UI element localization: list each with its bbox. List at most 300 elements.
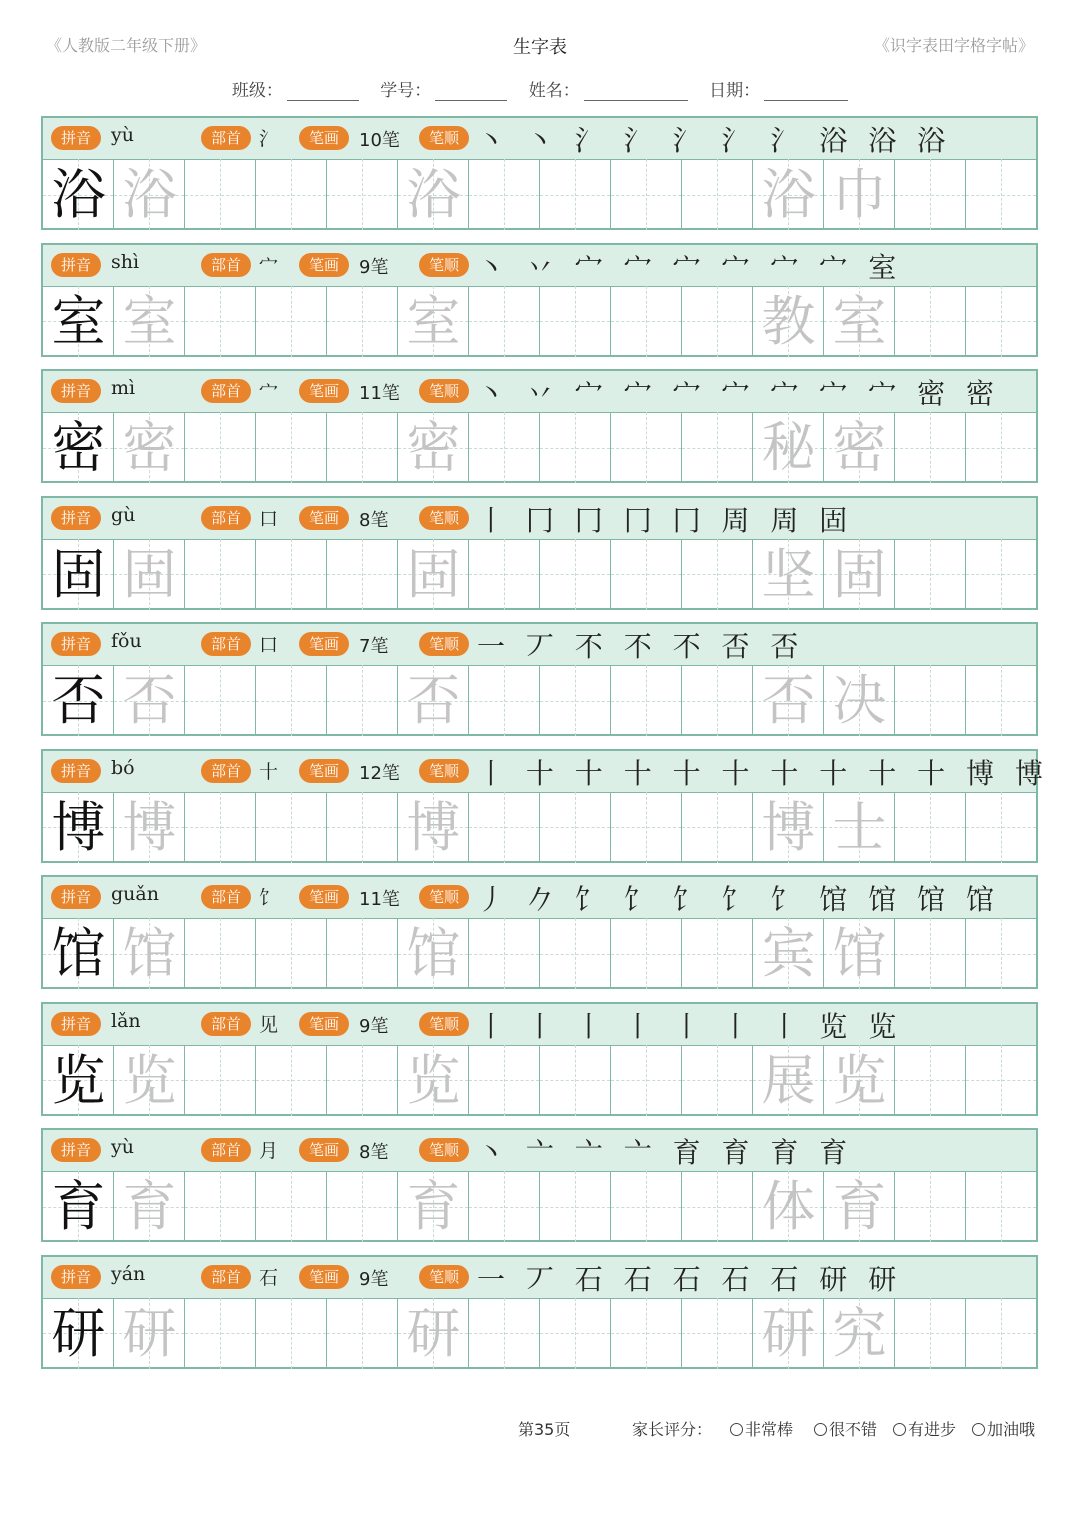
grid-cell[interactable] <box>327 1171 398 1242</box>
grid-cell[interactable] <box>611 1171 682 1242</box>
grid-cell[interactable] <box>43 1298 114 1369</box>
grid-cell[interactable] <box>611 665 682 736</box>
pinyin-value: yù <box>111 124 134 146</box>
pinyin-tag: 拼音 <box>51 1138 101 1162</box>
model-character: 室 <box>51 289 106 353</box>
stroke-order-tag: 笔顺 <box>419 126 469 150</box>
writing-grid <box>43 412 1036 483</box>
grid-cell[interactable] <box>895 918 966 989</box>
pinyin-tag: 拼音 <box>51 379 101 403</box>
class-field[interactable]: 班级： <box>232 76 359 101</box>
pinyin-tag: 拼音 <box>51 506 101 530</box>
radical-value: 十 <box>259 760 279 783</box>
trace-character: 否 <box>122 669 177 732</box>
stroke-count-tag: 笔画 <box>299 632 349 656</box>
radical-tag: 部首 <box>201 253 251 277</box>
stroke-order-tag: 笔顺 <box>419 759 469 783</box>
stroke-count-tag: 笔画 <box>299 885 349 909</box>
stroke-count-value: 11笔 <box>359 889 400 910</box>
grid-cell[interactable] <box>327 1298 398 1369</box>
stroke-order-value: 丶 丷 宀 宀 宀 宀 宀 宀 宀 密 密 <box>477 377 1001 410</box>
grid-cell[interactable] <box>611 1298 682 1369</box>
grid-cell[interactable] <box>43 918 114 989</box>
grid-cell[interactable] <box>327 665 398 736</box>
character-info-row <box>43 751 1049 793</box>
grid-cell[interactable] <box>256 412 327 483</box>
grid-cell[interactable] <box>966 792 1037 863</box>
trace-character: 博 <box>122 795 177 859</box>
grid-cell[interactable] <box>185 539 256 610</box>
writing-grid <box>43 539 1036 610</box>
grid-cell[interactable] <box>469 539 540 610</box>
word-character: 馆 <box>832 922 887 985</box>
character-info-row <box>43 1130 1036 1172</box>
pinyin-value: lǎn <box>111 1009 141 1032</box>
word-character: 巾 <box>832 163 887 226</box>
grid-cell[interactable] <box>43 1045 114 1116</box>
trace-character: 否 <box>406 669 461 732</box>
grid-cell[interactable] <box>824 412 895 483</box>
grid-cell[interactable] <box>327 792 398 863</box>
model-character: 育 <box>51 1175 106 1238</box>
grid-cell[interactable] <box>114 918 185 989</box>
rating-option-good[interactable]: 很不错 <box>814 1417 877 1440</box>
grid-cell[interactable] <box>966 159 1037 230</box>
character-block <box>41 749 1049 863</box>
rating-option-progress[interactable]: 有进步 <box>893 1417 956 1440</box>
grid-cell[interactable] <box>43 159 114 230</box>
grid-cell[interactable] <box>469 1171 540 1242</box>
stroke-count-tag: 笔画 <box>299 506 349 530</box>
grid-cell[interactable] <box>895 1298 966 1369</box>
grid-cell[interactable] <box>682 1171 753 1242</box>
word-character: 固 <box>832 542 887 606</box>
grid-cell[interactable] <box>540 412 611 483</box>
grid-cell[interactable] <box>540 286 611 357</box>
writing-grid <box>43 918 1036 989</box>
grid-cell[interactable] <box>114 1045 185 1116</box>
trace-character: 馆 <box>406 922 461 985</box>
grid-cell[interactable] <box>753 412 824 483</box>
stroke-order-tag: 笔顺 <box>419 1012 469 1036</box>
character-info-row <box>43 1257 1036 1299</box>
grid-cell[interactable] <box>611 286 682 357</box>
trace-character: 浴 <box>406 163 461 226</box>
trace-character: 览 <box>122 1048 177 1112</box>
name-field[interactable]: 姓名： <box>529 76 688 101</box>
trace-character: 育 <box>122 1175 177 1238</box>
grid-cell[interactable] <box>469 159 540 230</box>
stroke-count-value: 7笔 <box>359 636 389 657</box>
grid-cell[interactable] <box>895 792 966 863</box>
radical-tag: 部首 <box>201 885 251 909</box>
grid-cell[interactable] <box>185 159 256 230</box>
pinyin-value: shì <box>111 250 140 273</box>
grid-cell[interactable] <box>114 1298 185 1369</box>
rating-option-excellent[interactable]: 非常棒 <box>730 1417 793 1440</box>
grid-cell[interactable] <box>43 286 114 357</box>
grid-cell[interactable] <box>753 1298 824 1369</box>
grid-cell[interactable] <box>824 286 895 357</box>
trace-character: 浴 <box>122 163 177 226</box>
grid-cell[interactable] <box>895 1171 966 1242</box>
grid-cell[interactable] <box>398 1171 469 1242</box>
stroke-order-tag: 笔顺 <box>419 506 469 530</box>
pinyin-value: mì <box>111 377 136 399</box>
grid-cell[interactable] <box>611 792 682 863</box>
model-character: 览 <box>51 1048 106 1112</box>
pinyin-value: gù <box>111 503 136 526</box>
grid-cell[interactable] <box>114 665 185 736</box>
stroke-order-tag: 笔顺 <box>419 379 469 403</box>
grid-cell[interactable] <box>824 159 895 230</box>
grid-cell[interactable] <box>895 159 966 230</box>
character-block <box>41 875 1038 989</box>
grid-cell[interactable] <box>753 1171 824 1242</box>
grid-cell[interactable] <box>43 539 114 610</box>
grid-cell[interactable] <box>682 1298 753 1369</box>
character-block <box>41 1128 1038 1242</box>
radical-value: 口 <box>259 634 279 656</box>
grid-cell[interactable] <box>327 1045 398 1116</box>
character-block <box>41 1002 1038 1116</box>
writing-grid <box>43 665 1036 736</box>
grid-cell[interactable] <box>398 792 469 863</box>
trace-character: 固 <box>122 542 177 606</box>
grid-cell[interactable] <box>540 539 611 610</box>
stroke-count-value: 9笔 <box>359 1268 389 1290</box>
radical-tag: 部首 <box>201 379 251 403</box>
radical-value: 口 <box>259 507 279 530</box>
grid-cell[interactable] <box>753 286 824 357</box>
word-character: 秘 <box>761 416 816 479</box>
model-character: 密 <box>51 416 106 479</box>
grid-cell[interactable] <box>824 1045 895 1116</box>
stroke-count-value: 11笔 <box>359 383 400 404</box>
stroke-count-tag: 笔画 <box>299 1138 349 1162</box>
writing-grid <box>43 1171 1036 1242</box>
trace-character: 密 <box>406 416 461 479</box>
model-character: 研 <box>51 1301 106 1365</box>
grid-cell[interactable] <box>398 412 469 483</box>
radical-tag: 部首 <box>201 1265 251 1289</box>
grid-cell[interactable] <box>398 1298 469 1369</box>
date-field[interactable]: 日期： <box>709 76 848 101</box>
header-left-text: 《人教版二年级下册》 <box>46 36 207 55</box>
stroke-count-tag: 笔画 <box>299 1012 349 1036</box>
stroke-count-tag: 笔画 <box>299 379 349 403</box>
grid-cell[interactable] <box>327 918 398 989</box>
trace-character: 室 <box>406 289 461 353</box>
grid-cell[interactable] <box>114 539 185 610</box>
character-block <box>41 622 1038 736</box>
student-id-field[interactable]: 学号： <box>380 76 507 101</box>
grid-cell[interactable] <box>682 665 753 736</box>
word-character: 宾 <box>761 922 816 985</box>
grid-cell[interactable] <box>256 286 327 357</box>
grid-cell[interactable] <box>966 286 1037 357</box>
grid-cell[interactable] <box>256 1298 327 1369</box>
grid-cell[interactable] <box>398 1045 469 1116</box>
stroke-count-value: 9笔 <box>359 256 389 278</box>
grid-cell[interactable] <box>966 539 1037 610</box>
page-title: 生字表 <box>513 37 567 58</box>
word-character: 究 <box>832 1301 887 1365</box>
grid-cell[interactable] <box>682 286 753 357</box>
pinyin-value: bó <box>111 756 135 779</box>
grid-cell[interactable] <box>185 286 256 357</box>
pinyin-value: fǒu <box>111 630 142 652</box>
grid-cell[interactable] <box>256 918 327 989</box>
grid-cell[interactable] <box>43 665 114 736</box>
stroke-order-value: 丶 丶 氵 氵 氵 氵 氵 浴 浴 浴 <box>477 124 952 157</box>
word-character: 否 <box>761 669 816 732</box>
grid-cell[interactable] <box>966 1045 1037 1116</box>
grid-cell[interactable] <box>185 412 256 483</box>
stroke-count-value: 12笔 <box>359 762 400 784</box>
character-block <box>41 116 1038 230</box>
grid-cell[interactable] <box>398 539 469 610</box>
writing-grid <box>43 1298 1036 1369</box>
pinyin-tag: 拼音 <box>51 1265 101 1289</box>
pinyin-tag: 拼音 <box>51 759 101 783</box>
radical-tag: 部首 <box>201 632 251 656</box>
grid-cell[interactable] <box>185 1298 256 1369</box>
character-info-row <box>43 371 1036 413</box>
radical-tag: 部首 <box>201 1012 251 1036</box>
grid-cell[interactable] <box>469 918 540 989</box>
radical-tag: 部首 <box>201 126 251 150</box>
grid-cell[interactable] <box>398 286 469 357</box>
radical-value: 月 <box>259 1140 279 1162</box>
grid-cell[interactable] <box>540 1045 611 1116</box>
grid-cell[interactable] <box>256 1045 327 1116</box>
grid-cell[interactable] <box>327 539 398 610</box>
character-info-row <box>43 1004 1036 1046</box>
grid-cell[interactable] <box>753 539 824 610</box>
grid-cell[interactable] <box>469 792 540 863</box>
model-character: 固 <box>51 542 106 606</box>
grid-cell[interactable] <box>966 412 1037 483</box>
character-info-row <box>43 877 1036 919</box>
grid-cell[interactable] <box>611 918 682 989</box>
grid-cell[interactable] <box>611 539 682 610</box>
grid-cell[interactable] <box>327 159 398 230</box>
stroke-count-tag: 笔画 <box>299 253 349 277</box>
grid-cell[interactable] <box>256 539 327 610</box>
grid-cell[interactable] <box>185 1171 256 1242</box>
stroke-count-value: 9笔 <box>359 1015 389 1037</box>
pinyin-tag: 拼音 <box>51 253 101 277</box>
radical-tag: 部首 <box>201 759 251 783</box>
word-character: 览 <box>832 1048 887 1112</box>
grid-cell[interactable] <box>185 665 256 736</box>
grid-cell[interactable] <box>256 792 327 863</box>
character-info-row <box>43 245 1036 287</box>
grid-cell[interactable] <box>895 286 966 357</box>
stroke-count-tag: 笔画 <box>299 1265 349 1289</box>
stroke-order-value: 丶 亠 亠 亠 育 育 育 育 <box>477 1136 854 1169</box>
grid-cell[interactable] <box>398 665 469 736</box>
writing-grid <box>43 286 1036 357</box>
radical-value: 宀 <box>259 381 279 403</box>
stroke-count-value: 10笔 <box>359 130 400 151</box>
grid-cell[interactable] <box>540 1298 611 1369</box>
grid-cell[interactable] <box>114 412 185 483</box>
word-character: 教 <box>761 289 816 353</box>
grid-cell[interactable] <box>469 412 540 483</box>
grid-cell[interactable] <box>43 792 114 863</box>
grid-cell[interactable] <box>966 665 1037 736</box>
character-info-row <box>43 624 1036 666</box>
stroke-count-value: 8笔 <box>359 1142 389 1163</box>
pinyin-tag: 拼音 <box>51 1012 101 1036</box>
word-character: 研 <box>761 1301 816 1365</box>
radical-value: 见 <box>259 1013 279 1036</box>
stroke-order-value: 一 丆 石 石 石 石 石 研 研 <box>477 1262 903 1296</box>
stroke-order-value: 丨 十 十 十 十 十 十 十 十 十 博 博 <box>477 756 1049 790</box>
grid-cell[interactable] <box>185 918 256 989</box>
grid-cell[interactable] <box>256 665 327 736</box>
model-character: 浴 <box>51 163 106 226</box>
radical-value: 宀 <box>259 254 279 277</box>
grid-cell[interactable] <box>753 792 824 863</box>
grid-cell[interactable] <box>824 918 895 989</box>
grid-cell[interactable] <box>966 918 1037 989</box>
grid-cell[interactable] <box>43 1171 114 1242</box>
stroke-order-tag: 笔顺 <box>419 1265 469 1289</box>
grid-cell[interactable] <box>611 159 682 230</box>
grid-cell[interactable] <box>682 1045 753 1116</box>
grid-cell[interactable] <box>753 1045 824 1116</box>
grid-cell[interactable] <box>824 792 895 863</box>
grid-cell[interactable] <box>540 159 611 230</box>
stroke-order-tag: 笔顺 <box>419 632 469 656</box>
grid-cell[interactable] <box>398 159 469 230</box>
word-character: 体 <box>761 1175 816 1238</box>
word-character: 坚 <box>761 542 816 606</box>
grid-cell[interactable] <box>540 665 611 736</box>
grid-cell[interactable] <box>824 539 895 610</box>
grid-cell[interactable] <box>540 1171 611 1242</box>
grid-cell[interactable] <box>540 792 611 863</box>
radical-tag: 部首 <box>201 506 251 530</box>
trace-character: 密 <box>122 416 177 479</box>
stroke-count-tag: 笔画 <box>299 759 349 783</box>
model-character: 否 <box>51 669 106 732</box>
parent-rating-label: 家长评分： <box>632 1420 713 1439</box>
word-character: 室 <box>832 289 887 353</box>
trace-character: 室 <box>122 289 177 353</box>
grid-cell[interactable] <box>398 918 469 989</box>
student-info-row <box>0 76 1080 101</box>
page-number: 第35页 <box>518 1420 571 1439</box>
grid-cell[interactable] <box>753 918 824 989</box>
character-info-row <box>43 118 1036 160</box>
stroke-order-tag: 笔顺 <box>419 1138 469 1162</box>
character-info-row <box>43 498 1036 540</box>
word-character: 浴 <box>761 163 816 226</box>
grid-cell[interactable] <box>185 792 256 863</box>
stroke-order-value: 丨 冂 冂 冂 冂 周 周 固 <box>477 503 854 537</box>
stroke-order-value: 丿 𠂊 饣 饣 饣 饣 饣 馆 馆 馆 馆 <box>477 883 1001 916</box>
pinyin-value: guǎn <box>111 883 159 905</box>
radical-value: 石 <box>259 1266 279 1289</box>
grid-cell[interactable] <box>469 1045 540 1116</box>
radical-value: 氵 <box>259 128 279 150</box>
word-character: 博 <box>761 795 816 859</box>
stroke-order-tag: 笔顺 <box>419 885 469 909</box>
grid-cell[interactable] <box>469 1298 540 1369</box>
pinyin-tag: 拼音 <box>51 885 101 909</box>
grid-cell[interactable] <box>895 665 966 736</box>
grid-cell[interactable] <box>966 1298 1037 1369</box>
grid-cell[interactable] <box>114 1171 185 1242</box>
grid-cell[interactable] <box>895 412 966 483</box>
stroke-order-tag: 笔顺 <box>419 253 469 277</box>
grid-cell[interactable] <box>469 286 540 357</box>
character-block <box>41 496 1038 610</box>
grid-cell[interactable] <box>540 918 611 989</box>
grid-cell[interactable] <box>469 665 540 736</box>
pinyin-tag: 拼音 <box>51 126 101 150</box>
rating-option-keep-going[interactable]: 加油哦 <box>972 1417 1035 1440</box>
grid-cell[interactable] <box>43 412 114 483</box>
pinyin-tag: 拼音 <box>51 632 101 656</box>
grid-cell[interactable] <box>256 159 327 230</box>
grid-cell[interactable] <box>114 159 185 230</box>
grid-cell[interactable] <box>682 159 753 230</box>
grid-cell[interactable] <box>966 1171 1037 1242</box>
grid-cell[interactable] <box>114 286 185 357</box>
word-character: 士 <box>832 795 887 859</box>
character-block <box>41 1255 1038 1369</box>
grid-cell[interactable] <box>114 792 185 863</box>
grid-cell[interactable] <box>611 412 682 483</box>
grid-cell[interactable] <box>753 159 824 230</box>
grid-cell[interactable] <box>824 665 895 736</box>
model-character: 馆 <box>51 922 106 985</box>
trace-character: 览 <box>406 1048 461 1112</box>
writing-grid <box>43 792 1036 863</box>
trace-character: 研 <box>122 1301 177 1365</box>
grid-cell[interactable] <box>327 412 398 483</box>
grid-cell[interactable] <box>682 918 753 989</box>
grid-cell[interactable] <box>895 1045 966 1116</box>
header-right-text: 《识字表田字格字帖》 <box>873 36 1034 55</box>
grid-cell[interactable] <box>611 1045 682 1116</box>
word-character: 展 <box>761 1048 816 1112</box>
stroke-order-value: 丨 丨 丨 丨 丨 丨 丨 览 览 <box>477 1009 903 1043</box>
grid-cell[interactable] <box>824 1171 895 1242</box>
grid-cell[interactable] <box>824 1298 895 1369</box>
grid-cell[interactable] <box>682 792 753 863</box>
grid-cell[interactable] <box>256 1171 327 1242</box>
trace-character: 研 <box>406 1301 461 1365</box>
grid-cell[interactable] <box>895 539 966 610</box>
grid-cell[interactable] <box>682 412 753 483</box>
grid-cell[interactable] <box>327 286 398 357</box>
trace-character: 固 <box>406 542 461 606</box>
trace-character: 馆 <box>122 922 177 985</box>
grid-cell[interactable] <box>682 539 753 610</box>
trace-character: 育 <box>406 1175 461 1238</box>
word-character: 密 <box>832 416 887 479</box>
character-block <box>41 369 1038 483</box>
grid-cell[interactable] <box>185 1045 256 1116</box>
grid-cell[interactable] <box>753 665 824 736</box>
pinyin-value: yù <box>111 1136 134 1158</box>
